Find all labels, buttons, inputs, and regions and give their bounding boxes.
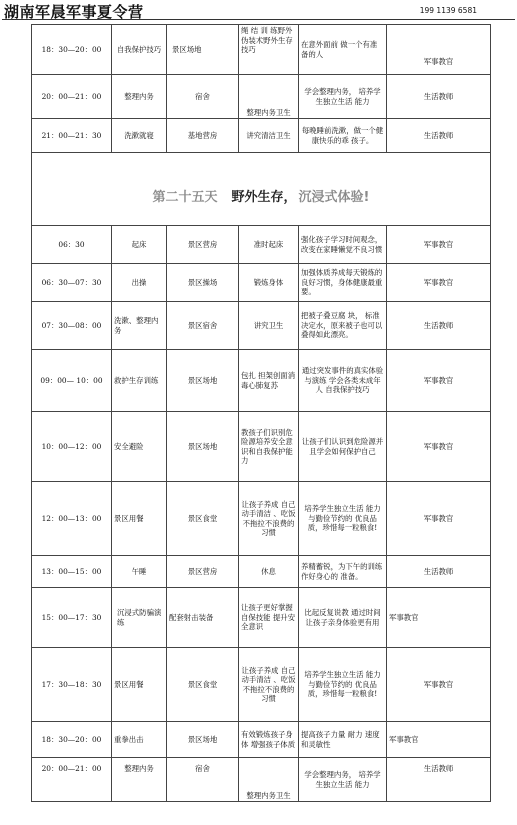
table-row	[32, 758, 491, 802]
table-row	[32, 588, 491, 648]
table-row	[32, 302, 491, 350]
cell-purpose: 加强体质养成每天锻炼的良好习惯，身体健康最重要。	[299, 264, 387, 302]
cell-activity: 重拳出击	[112, 722, 167, 758]
cell-activity: 洗漱就寝	[112, 119, 167, 153]
cell-activity: 安全避险	[112, 412, 167, 482]
cell-teacher: 军事教官	[387, 588, 491, 648]
cell-purpose: 学会整理内务， 培养学生独立生活 能力	[299, 758, 387, 802]
table-row	[32, 722, 491, 758]
cell-content: 包扎 担架创面消毒心肺复苏	[239, 350, 299, 412]
cell-content: 让孩子养成 自己动手清洁 、吃饭不拖拉不浪费的习惯	[239, 648, 299, 722]
cell-time: 18：30—20：00	[32, 25, 112, 75]
cell-content: 让孩子养成 自己动手清洁 、吃饭不拖拉不浪费的习惯	[239, 482, 299, 556]
cell-teacher: 生活教师	[387, 302, 491, 350]
cell-activity: 自我保护技巧	[112, 25, 167, 75]
cell-place: 景区场地	[167, 722, 239, 758]
day-theme: 野外生存，	[231, 189, 297, 205]
cell-time: 20：00—21：00	[32, 75, 112, 119]
cell-activity: 救护生存训练	[112, 350, 167, 412]
cell-activity: 整理内务	[112, 75, 167, 119]
cell-content: 让孩子更好掌握自保技能 提升安全意识	[239, 588, 299, 648]
table-row	[32, 119, 491, 153]
table-row	[32, 350, 491, 412]
cell-purpose: 通过突发事件的真实体验与演练 学会各类未成年人 自我保护技巧	[299, 350, 387, 412]
cell-teacher: 军事教官	[387, 25, 491, 75]
cell-time: 17：30—18：30	[32, 648, 112, 722]
cell-time: 13：00—15：00	[32, 556, 112, 588]
cell-content: 讲究清洁卫生	[239, 119, 299, 153]
cell-activity: 景区用餐	[112, 648, 167, 722]
table-row	[32, 556, 491, 588]
cell-content: 锻炼身体	[239, 264, 299, 302]
day-heading	[32, 153, 491, 226]
cell-activity: 起床	[112, 226, 167, 264]
cell-place: 景区场地	[167, 412, 239, 482]
cell-place: 景区操场	[167, 264, 239, 302]
cell-content: 绳 结 训 练野外伪装术野外生存技巧	[239, 25, 299, 75]
cell-activity: 整理内务	[112, 758, 167, 802]
cell-purpose: 培养学生独立生活 能力与勤俭节约的 优良品质，珍惜每一粒粮食!	[299, 482, 387, 556]
cell-place: 景区场地	[167, 350, 239, 412]
table-row	[32, 412, 491, 482]
cell-time: 07：30—08：00	[32, 302, 112, 350]
day-subtitle: 沉浸式体验!	[298, 189, 370, 205]
cell-activity: 洗漱、整理内务	[112, 302, 167, 350]
table-row	[32, 264, 491, 302]
cell-time: 12：00—13：00	[32, 482, 112, 556]
cell-purpose: 学会整理内务， 培养学生独立生活 能力	[299, 75, 387, 119]
cell-purpose: 在意外面前 做一个有准备的人	[299, 25, 387, 75]
cell-purpose: 提高孩子力量 耐力 速度和灵敏性	[299, 722, 387, 758]
cell-time: 10：00—12：00	[32, 412, 112, 482]
cell-purpose: 强化孩子学习时间观念，改变在家睡懒觉不良习惯	[299, 226, 387, 264]
cell-place: 景区营房	[167, 226, 239, 264]
cell-activity: 沉浸式防骗演练	[112, 588, 167, 648]
cell-teacher: 生活教师	[387, 758, 491, 802]
cell-place: 宿舍	[167, 75, 239, 119]
cell-content: 有效锻炼孩子身体 增强孩子体质	[239, 722, 299, 758]
cell-place: 景区宿舍	[167, 302, 239, 350]
cell-teacher: 生活教师	[387, 119, 491, 153]
page-header	[2, 0, 515, 20]
cell-content: 休息	[239, 556, 299, 588]
cell-teacher: 军事教官	[387, 648, 491, 722]
cell-purpose: 培养学生独立生活 能力与勤俭节约的 优良品质，珍惜每一粒粮食!	[299, 648, 387, 722]
cell-purpose: 比起反复说教 通过时间让孩子亲身体验更有用	[299, 588, 387, 648]
table-row	[32, 482, 491, 556]
cell-teacher: 军事教官	[387, 264, 491, 302]
cell-place: 宿舍	[167, 758, 239, 802]
cell-time: 21：00—21：30	[32, 119, 112, 153]
cell-content: 教孩子们识别危险源培养安全意识和自我保护能力	[239, 412, 299, 482]
cell-purpose: 养精蓄锐，为下午的训练作好身心的 准备。	[299, 556, 387, 588]
table-row	[32, 648, 491, 722]
cell-purpose: 每晚睡前洗漱，做一个健康快乐的乖 孩子。	[299, 119, 387, 153]
cell-teacher: 军事教官	[387, 350, 491, 412]
cell-time: 20：00—21：00	[32, 758, 112, 802]
cell-content: 整理内务卫生	[239, 758, 299, 802]
cell-place: 景区食堂	[167, 482, 239, 556]
cell-teacher: 军事教官	[387, 412, 491, 482]
cell-content: 讲究卫生	[239, 302, 299, 350]
table-row	[32, 226, 491, 264]
cell-teacher: 生活教师	[387, 75, 491, 119]
cell-content: 准时起床	[239, 226, 299, 264]
cell-teacher: 军事教官	[387, 226, 491, 264]
table-row	[32, 25, 491, 75]
cell-content: 整理内务卫生	[239, 75, 299, 119]
page-title: 湖南军晨军事夏令营	[4, 3, 144, 21]
cell-teacher: 军事教官	[387, 722, 491, 758]
cell-teacher: 军事教官	[387, 482, 491, 556]
schedule-table	[31, 24, 491, 802]
cell-activity: 午睡	[112, 556, 167, 588]
cell-place: 景区营房	[167, 556, 239, 588]
cell-time: 06：30—07：30	[32, 264, 112, 302]
day-heading-row	[32, 153, 491, 226]
table-row	[32, 75, 491, 119]
cell-time: 15：00—17：30	[32, 588, 112, 648]
cell-place: 基地营房	[167, 119, 239, 153]
cell-activity: 景区用餐	[112, 482, 167, 556]
cell-place: 景区场地	[167, 25, 239, 75]
cell-purpose: 把被子叠豆腐 块， 标准 决定水，原来被子也可以叠得如此漂亮。	[299, 302, 387, 350]
cell-place: 配套射击装备	[167, 588, 239, 648]
cell-teacher: 生活教师	[387, 556, 491, 588]
cell-place: 景区食堂	[167, 648, 239, 722]
cell-purpose: 让孩子们认识到危险源并且学会如何保护自己	[299, 412, 387, 482]
phone-number: 199 1139 6581	[419, 6, 477, 15]
header-divider	[2, 19, 515, 20]
cell-activity: 出操	[112, 264, 167, 302]
day-number: 第二十五天	[152, 189, 218, 205]
cell-time: 06：30	[32, 226, 112, 264]
cell-time: 18：30—20：00	[32, 722, 112, 758]
cell-time: 09：00— 10：00	[32, 350, 112, 412]
